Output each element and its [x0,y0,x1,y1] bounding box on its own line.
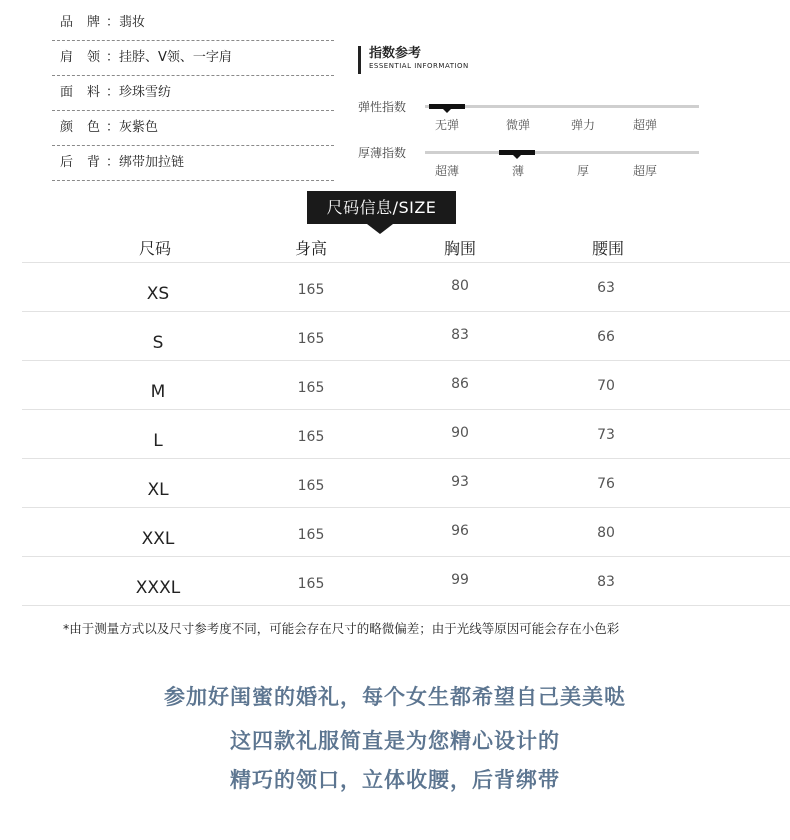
cell-height: 165 [297,282,325,298]
attribute-brand [52,6,334,41]
size-table [22,232,790,606]
index-subtitle: ESSENTIAL INFORMATION [369,62,469,70]
attribute-key: 颜 [60,120,74,135]
attribute-value: ：珍珠雪纺 [106,85,172,100]
attribute-key: 背 [87,155,101,170]
cell-height: 165 [297,478,325,494]
promo-line-1: 参加好闺蜜的婚礼，每个女生都希望自己美美哒 [164,685,626,709]
attribute-value: ：灰紫色 [106,120,159,135]
index-reference [358,46,718,178]
table-row [22,361,790,410]
attribute-back [52,146,334,181]
elasticity-option: 弹力 [571,118,596,132]
cell-height: 165 [297,527,325,543]
attribute-key: 色 [87,120,101,135]
cell-chest: 96 [451,523,469,539]
table-row [22,557,790,606]
cell-chest: 90 [451,425,469,441]
thickness-label: 厚薄指数 [358,146,407,160]
cell-size: XXXL [135,578,181,598]
size-note: *由于测量方式以及尺寸参考度不同，可能会存在尺寸的略微偏差；由于光线等原因可能会存在小色彩 [63,621,620,636]
cell-size: XS [146,284,170,304]
attribute-value: ：翡妆 [106,15,146,30]
attribute-value: ：挂脖、V领、一字肩 [106,50,232,65]
table-row [22,312,790,361]
header-chest: 胸围 [443,239,476,258]
cell-chest: 83 [451,327,469,343]
cell-size: L [153,431,163,451]
header-waist: 腰围 [591,239,624,258]
promo-line-2: 这四款礼服简直是为您精心设计的 [230,729,560,753]
attribute-fabric [52,76,334,111]
table-row [22,263,790,312]
attribute-value: ：绑带加拉链 [106,155,185,170]
elasticity-track [425,105,699,108]
attribute-key: 品 [60,15,74,30]
thickness-track [425,151,699,154]
attribute-collar [52,41,334,76]
cell-waist: 83 [597,574,615,590]
table-row [22,508,790,557]
thickness-option: 薄 [512,164,525,178]
cell-size: XXL [141,529,175,549]
cell-waist: 63 [597,280,615,296]
thickness-pointer-icon [513,155,521,159]
cell-height: 165 [297,331,325,347]
cell-chest: 80 [451,278,469,294]
cell-waist: 66 [597,329,615,345]
elasticity-label: 弹性指数 [358,100,407,114]
attribute-color [52,111,334,146]
attribute-key: 后 [60,155,74,170]
index-header [358,46,718,74]
attribute-key: 面 [60,85,74,100]
elasticity-pointer-icon [443,109,451,113]
table-header [22,232,790,263]
cell-height: 165 [297,576,325,592]
size-banner: 尺码信息/SIZE [307,191,456,224]
cell-waist: 76 [597,476,615,492]
table-row [22,459,790,508]
index-title: 指数参考 [369,46,422,61]
attribute-key: 领 [87,50,101,65]
thickness-scale [358,144,718,184]
thickness-option: 超厚 [633,164,658,178]
cell-size: S [152,333,164,353]
elasticity-scale [358,98,718,138]
cell-waist: 80 [597,525,615,541]
elasticity-option: 无弹 [435,118,460,132]
product-attributes [52,6,334,181]
attribute-key: 肩 [60,50,74,65]
cell-waist: 73 [597,427,615,443]
cell-size: XL [147,480,169,500]
elasticity-option: 微弹 [506,118,531,132]
attribute-key: 牌 [87,15,101,30]
cell-chest: 93 [451,474,469,490]
cell-height: 165 [297,429,325,445]
cell-chest: 86 [451,376,469,392]
thickness-option: 厚 [577,164,590,178]
cell-waist: 70 [597,378,615,394]
table-row [22,410,790,459]
thickness-option: 超薄 [435,164,460,178]
attribute-key: 料 [87,85,101,100]
elasticity-option: 超弹 [633,118,658,132]
cell-chest: 99 [451,572,469,588]
header-height: 身高 [294,239,327,258]
promo-line-3: 精巧的领口，立体收腰，后背绑带 [230,768,560,792]
header-size: 尺码 [138,239,171,258]
cell-height: 165 [297,380,325,396]
cell-size: M [150,382,166,402]
